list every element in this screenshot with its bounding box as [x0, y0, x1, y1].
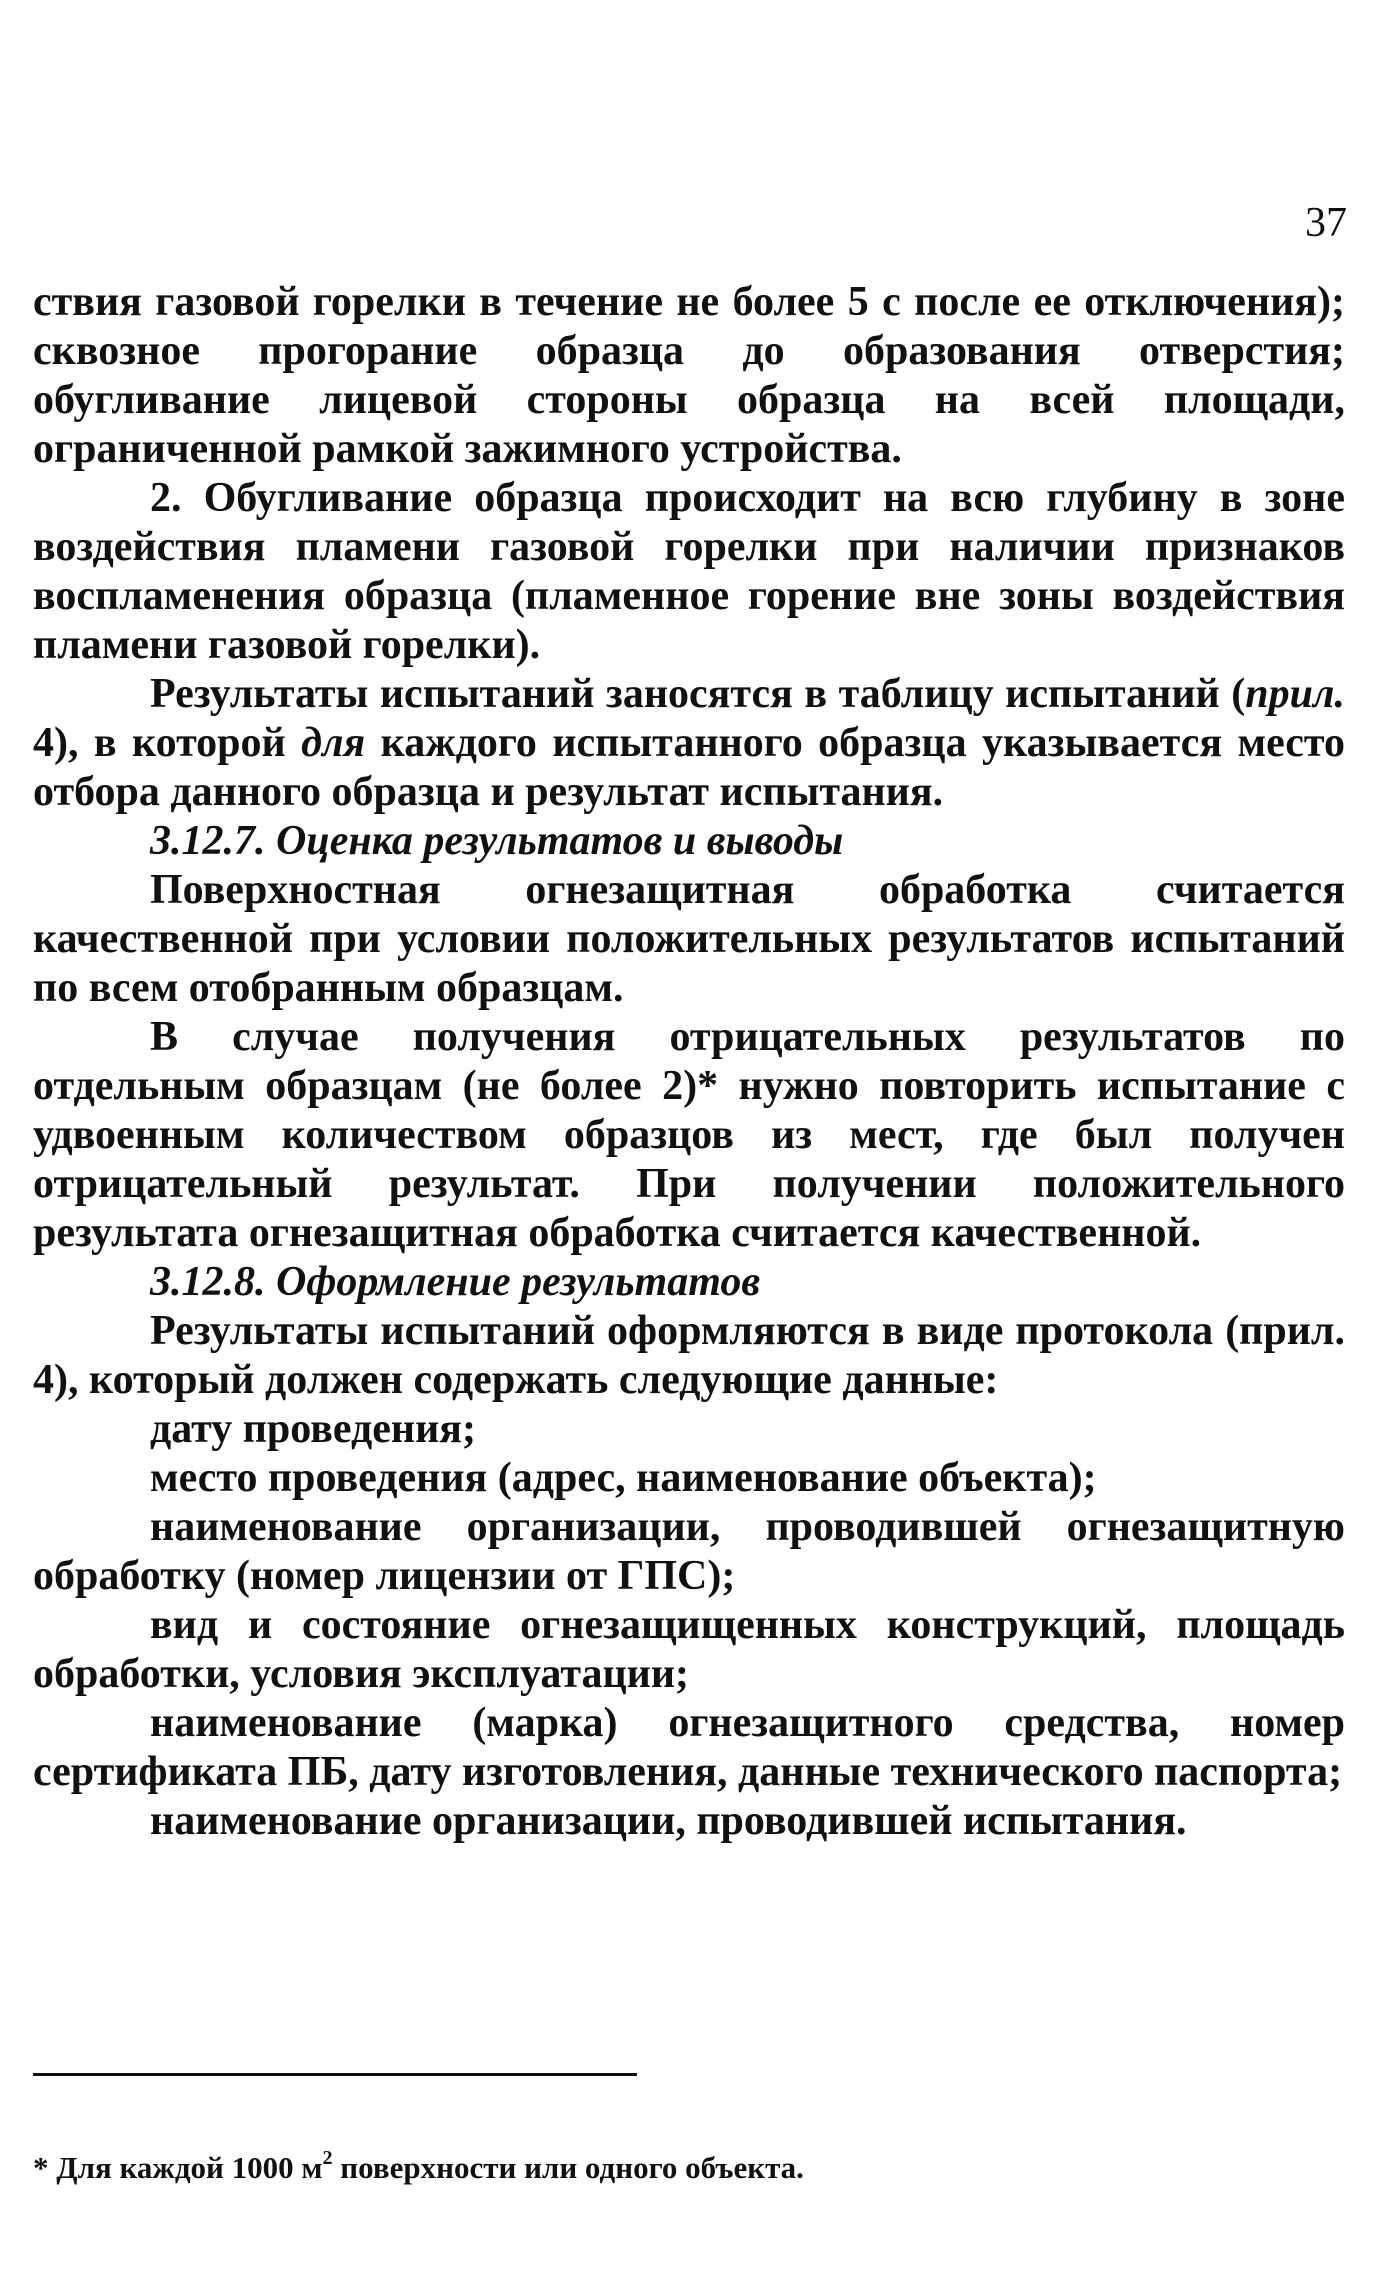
- footnote-divider: [33, 2073, 637, 2076]
- list-item-testing-organization: наименование организации, проводившей испытания.: [150, 1798, 1187, 1844]
- footnote-text-end: поверхности или одного объекта.: [332, 2150, 804, 2185]
- footnote-text: Для каждой 1000 м: [48, 2150, 323, 2185]
- list-item-agent: наименование (марка) огнезащитного средства, номер сертификата ПБ, дату изготовления, данные технического паспорта;: [33, 1700, 1345, 1795]
- paragraph-protocol: Результаты испытаний оформляются в виде протокола (прил. 4), который должен содержать следующие данные:: [33, 1308, 1345, 1403]
- footnote-marker: *: [33, 2150, 49, 2185]
- text-segment: каждого испытанного образца указывается место отбора данного образца и результат испытания.: [33, 720, 1345, 815]
- footnote-superscript: 2: [322, 2147, 333, 2169]
- list-item-structures: вид и состояние огнезащищенных конструкций, площадь обработки, условия эксплуатации;: [33, 1602, 1345, 1697]
- paragraph-continuation: ствия газовой горелки в течение не более 5 с после ее отключения); сквозное прогорание образца до образования отверстия; обугливание лицевой стороны образца на всей площади, ограниченной рамкой зажимного устройства.: [33, 279, 1345, 472]
- page-number: 37: [1305, 200, 1347, 246]
- text-segment: Результаты испытаний заносятся в таблицу испытаний (: [150, 671, 1246, 717]
- list-item-organization: наименование организации, проводившей огнезащитную обработку (номер лицензии от ГПС);: [33, 1504, 1345, 1599]
- section-heading-3-12-8: 3.12.8. Оформление результатов: [150, 1259, 761, 1305]
- paragraph-evaluation: Поверхностная огнезащитная обработка считается качественной при условии положительных результатов испытаний по всем отобранным образцам.: [33, 867, 1345, 1011]
- appendix-reference: прил.: [1245, 671, 1345, 717]
- body-text: [33, 278, 1345, 1846]
- emphasis-word: для: [301, 720, 366, 766]
- list-item-date: дату проведения;: [150, 1406, 477, 1452]
- text-segment: 4), в которой: [33, 720, 302, 766]
- paragraph-criterion-2: 2. Обугливание образца происходит на всю глубину в зоне воздействия пламени газовой горелки при наличии признаков воспламенения образца (пламенное горение вне зоны воздействия пламени газовой горелки).: [33, 475, 1345, 668]
- paragraph-results-recorded: [33, 670, 1345, 817]
- paragraph-negative-results: В случае получения отрицательных результатов по отдельным образцам (не более 2)* нужно повторить испытание с удвоенным количеством образцов из мест, где был получен отрицательный результат. При получении положительного результата огнезащитная обработка считается качественной.: [33, 1014, 1345, 1256]
- footnote: [33, 2148, 804, 2188]
- list-item-place: место проведения (адрес, наименование объекта);: [150, 1455, 1097, 1501]
- section-heading-3-12-7: 3.12.7. Оценка результатов и выводы: [150, 818, 844, 864]
